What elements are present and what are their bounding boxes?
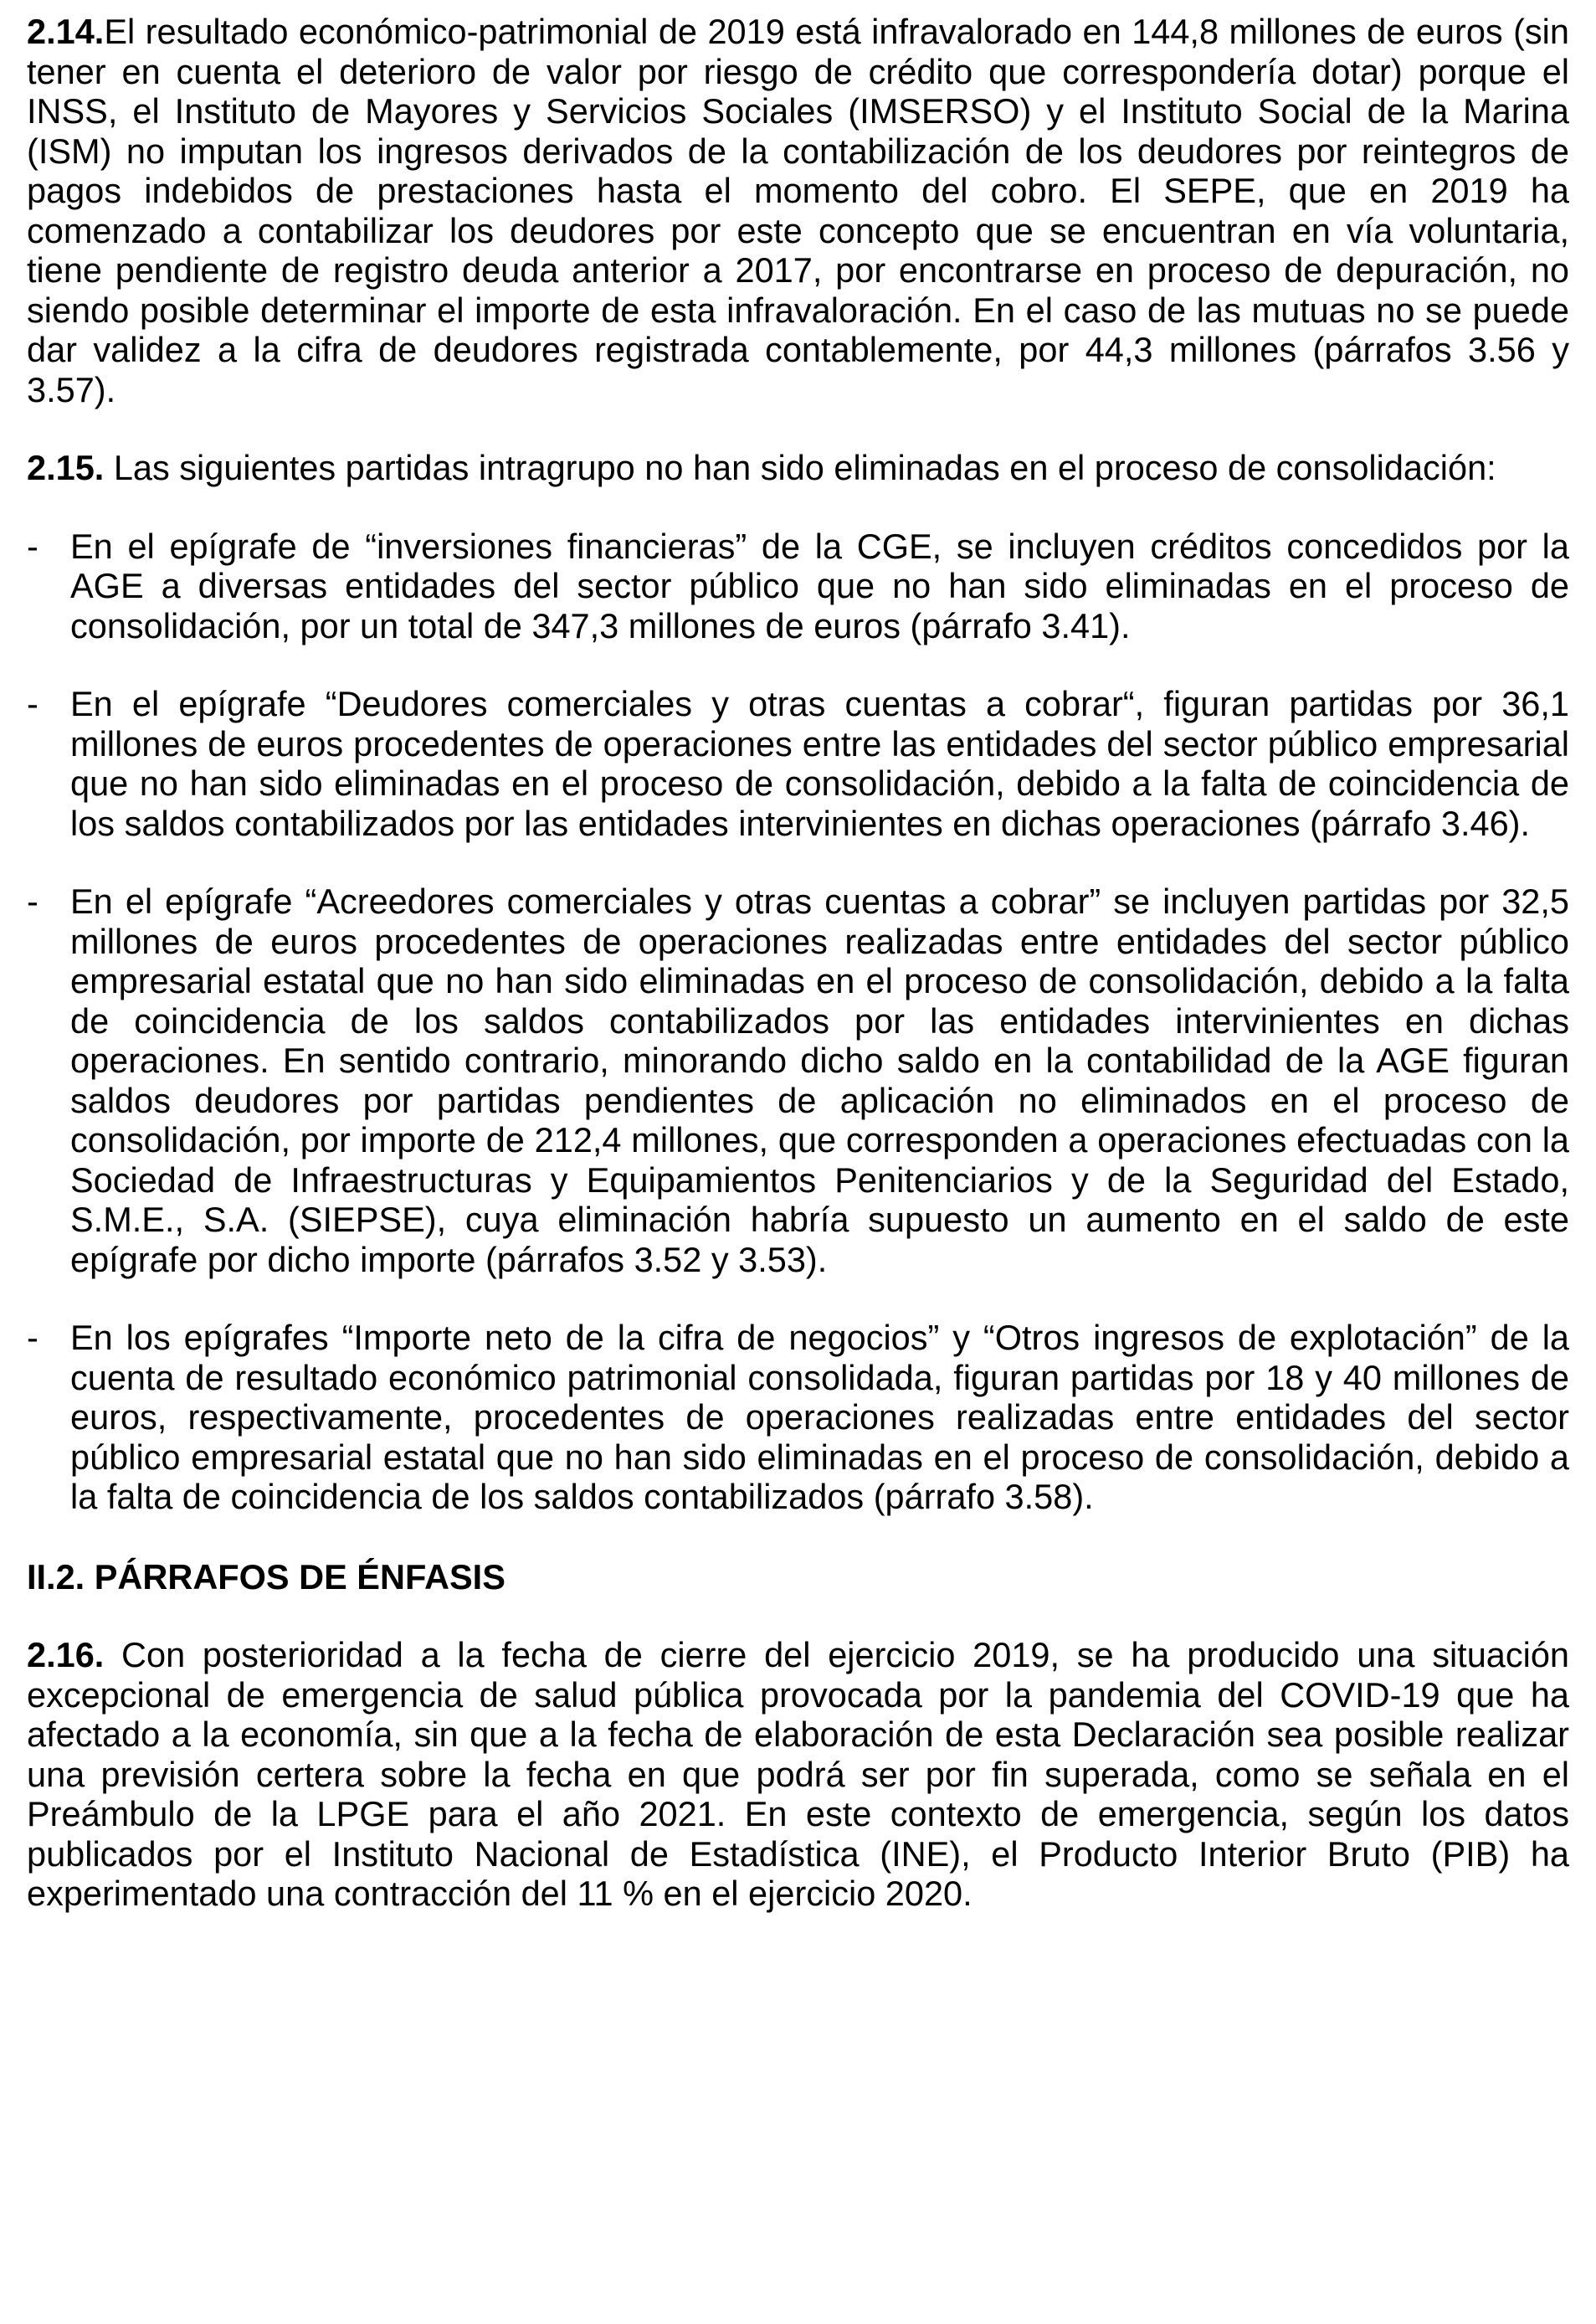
bullet-dash: - [27, 1318, 38, 1357]
paragraph-text: Las siguientes partidas intragrupo no han sido eliminadas en el proceso de consolidación: [104, 448, 1496, 487]
paragraph-2-15 [27, 448, 1569, 488]
paragraph-number: 2.16. [27, 1635, 105, 1674]
paragraph-number: 2.14. [27, 12, 105, 51]
bullet-dash: - [27, 526, 38, 566]
bullet-text: En el epígrafe “Acreedores comerciales y otras cuentas a cobrar” se incluyen partidas por 32,5 millones de euros procedentes de operaciones realizadas entre entidades del sector público empresarial estatal que no han sido eliminadas en el proceso de consolidación, debido a la falta de coincidencia de los saldos contabilizados por las entidades intervinientes en dichas operaciones. En sentido contrario, minorando dicho saldo en la contabilidad de la AGE figuran saldos deudores por partidas pendientes de aplicación no eliminados en el proceso de consolidación, por importe de 212,4 millones, que corresponden a operaciones efectuadas con la Sociedad de Infraestructuras y Equipamientos Penitenciarios y de la Seguridad del Estado, S.M.E., S.A. (SIEPSE), cuya eliminación habría supuesto un aumento en el saldo de este epígrafe por dicho importe (párrafos 3.52 y 3.53). [70, 882, 1569, 1279]
bullet-text: En el epígrafe “Deudores comerciales y otras cuentas a cobrar“, figuran partidas por 36,1 millones de euros procedentes de operaciones entre las entidades del sector público empresarial que no han sido eliminadas en el proceso de consolidación, debido a la falta de coincidencia de los saldos contabilizados por las entidades intervinientes en dichas operaciones (párrafo 3.46). [70, 684, 1569, 843]
paragraph-text: El resultado económico-patrimonial de 2019 está infravalorado en 144,8 millones de euros (sin tener en cuenta el deterioro de valor por riesgo de crédito que correspondería dotar) porque el INSS, el Instituto de Mayores y Servicios Sociales (IMSERSO) y el Instituto Social de la Marina (ISM) no imputan los ingresos derivados de la contabilización de los deudores por reintegros de pagos indebidos de prestaciones hasta el momento del cobro. El SEPE, que en 2019 ha comenzado a contabilizar los deudores por este concepto que se encuentran en vía voluntaria, tiene pendiente de registro deuda anterior a 2017, por encontrarse en proceso de depuración, no siendo posible determinar el importe de esta infravaloración. En el caso de las mutuas no se puede dar validez a la cifra de deudores registrada contablemente, por 44,3 millones (párrafos 3.56 y 3.57). [27, 12, 1569, 409]
bullet-item [27, 684, 1569, 843]
paragraph-2-14 [27, 12, 1569, 409]
paragraph-text: Con posterioridad a la fecha de cierre del ejercicio 2019, se ha producido una situación excepcional de emergencia de salud pública provocada por la pandemia del COVID-19 que ha afectado a la economía, sin que a la fecha de elaboración de esta Declaración sea posible realizar una previsión certera sobre la fecha en que podrá ser por fin superada, como se señala en el Preámbulo de la LPGE para el año 2021. En este contexto de emergencia, según los datos publicados por el Instituto Nacional de Estadística (INE), el Producto Interior Bruto (PIB) ha experimentado una contracción del 11 % en el ejercicio 2020. [27, 1635, 1569, 1913]
paragraph-2-16 [27, 1635, 1569, 1914]
bullet-text: En el epígrafe de “inversiones financieras” de la CGE, se incluyen créditos concedidos por la AGE a diversas entidades del sector público que no han sido eliminadas en el proceso de consolidación, por un total de 347,3 millones de euros (párrafo 3.41). [70, 526, 1569, 645]
bullet-text: En los epígrafes “Importe neto de la cifra de negocios” y “Otros ingresos de explotación” de la cuenta de resultado económico patrimonial consolidada, figuran partidas por 18 y 40 millones de euros, respectivamente, procedentes de operaciones realizadas entre entidades del sector público empresarial estatal que no han sido eliminadas en el proceso de consolidación, debido a la falta de coincidencia de los saldos contabilizados (párrafo 3.58). [70, 1318, 1569, 1516]
section-heading: II.2. PÁRRAFOS DE ÉNFASIS [27, 1556, 505, 1596]
paragraph-number: 2.15. [27, 448, 105, 487]
bullet-item [27, 527, 1569, 646]
bullet-item [27, 1318, 1569, 1517]
bullet-dash: - [27, 882, 38, 921]
bullet-dash: - [27, 684, 38, 723]
document-page [27, 12, 1569, 1914]
bullet-item [27, 882, 1569, 1279]
